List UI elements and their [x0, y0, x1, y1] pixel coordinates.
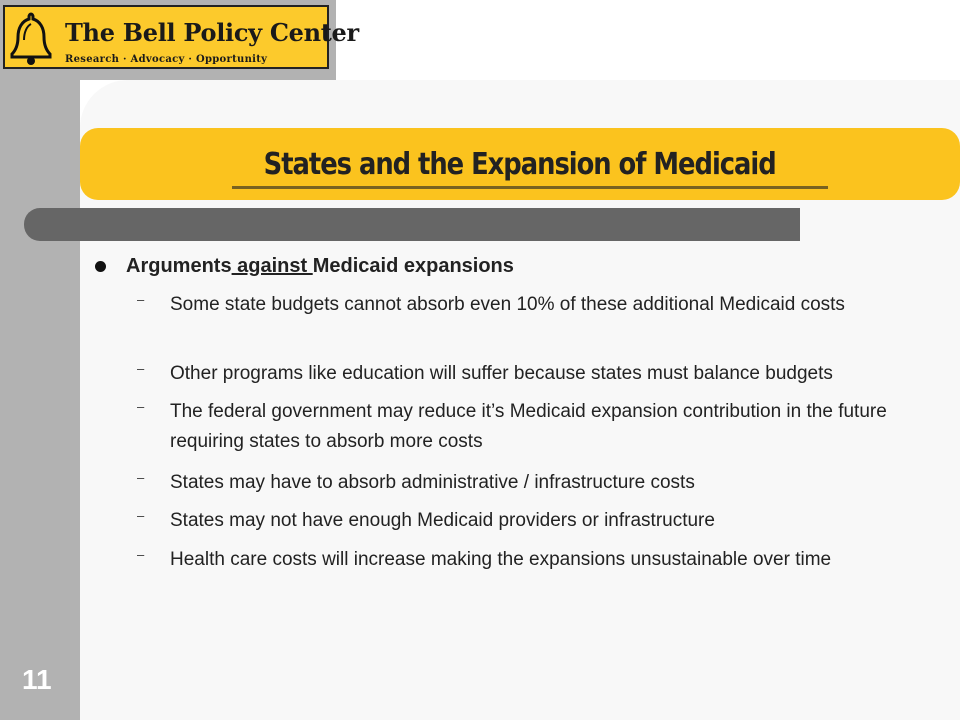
heading-emphasis: against — [231, 255, 313, 277]
title-bar — [80, 128, 960, 200]
slide-title: States and the Expansion of Medicaid — [264, 146, 776, 182]
dash-icon: – — [137, 292, 145, 307]
sub-bullet-text: Some state budgets cannot absorb even 10% of these additional Medicaid costs — [170, 294, 845, 315]
sub-bullet-text: States may not have enough Medicaid providers or infrastructure — [170, 510, 715, 531]
dash-icon: – — [137, 470, 145, 485]
dash-icon: – — [137, 399, 145, 414]
dash-icon: – — [137, 547, 145, 562]
bell-icon — [9, 10, 53, 66]
sub-bullet-text: States may have to absorb administrative / infrastructure costs — [170, 472, 695, 493]
bell-policy-logo — [3, 5, 359, 69]
sub-bullet-text: The federal government may reduce it’s Medicaid expansion contribution in the future requiring states to absorb more costs — [170, 401, 887, 452]
heading-suffix: Medicaid expansions — [312, 255, 514, 277]
gray-divider-strip — [24, 208, 800, 241]
left-sidebar-bar — [0, 0, 80, 720]
bullet-dot-icon — [95, 261, 106, 272]
sub-bullet-text: Other programs like education will suffer because states must balance budgets — [170, 363, 833, 384]
dash-icon: – — [137, 361, 145, 376]
main-bullet-text — [126, 255, 514, 278]
dash-icon: – — [137, 508, 145, 523]
page-number: 11 — [22, 664, 52, 695]
heading-prefix: Arguments — [126, 255, 232, 277]
logo-tagline: Research · Advocacy · Opportunity — [65, 54, 268, 65]
logo-title: The Bell Policy Center — [65, 18, 359, 47]
sub-bullet-text: Health care costs will increase making the expansions unsustainable over time — [170, 549, 832, 570]
title-underline — [232, 186, 828, 189]
